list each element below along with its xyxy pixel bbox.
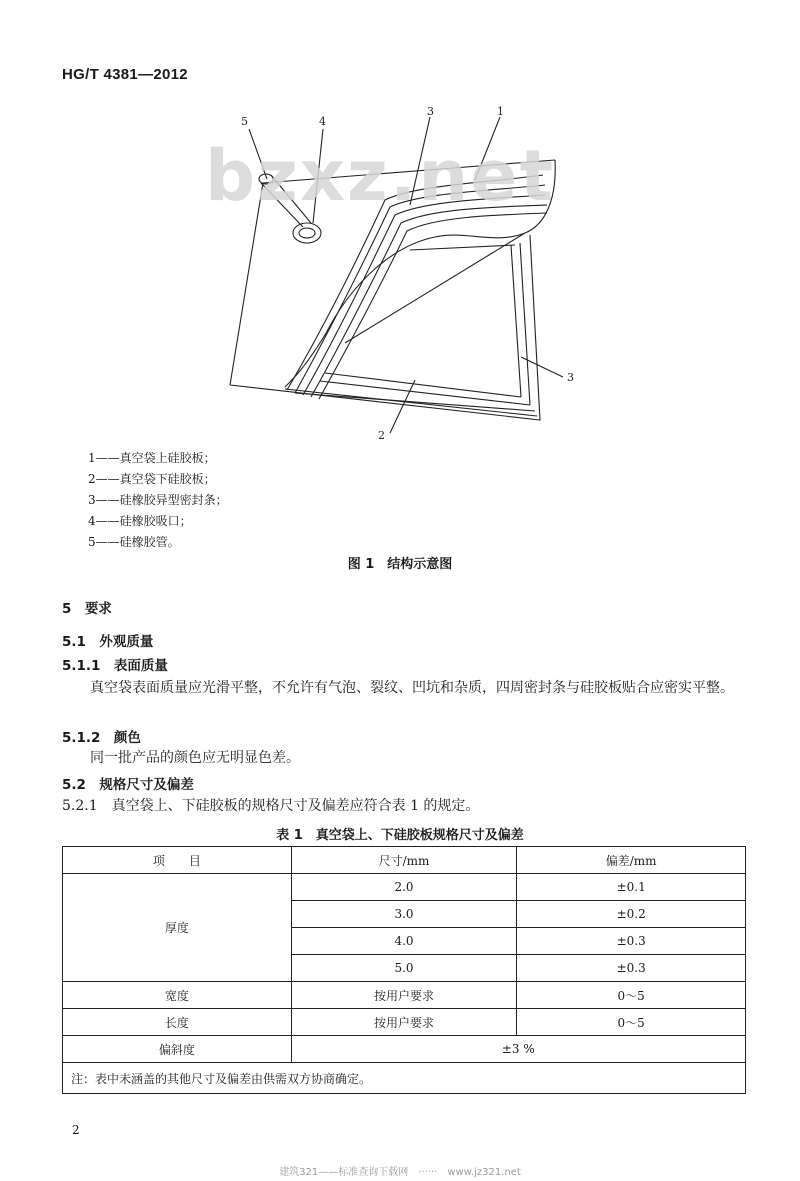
section-5-1-2-title: 5.1.2 颜色 xyxy=(62,730,141,746)
tolerance-cell: ±0.3 xyxy=(517,928,746,955)
table-header-row xyxy=(63,847,746,874)
callout-3-top: 3 xyxy=(427,105,434,118)
page-number: 2 xyxy=(72,1123,80,1137)
section-5-2-1-text: 5.2.1 真空袋上、下硅胶板的规格尺寸及偏差应符合表 1 的规定。 xyxy=(62,798,480,814)
watermark: bzxz.net xyxy=(205,135,556,217)
standard-code: HG/T 4381—2012 xyxy=(62,66,188,83)
table-row xyxy=(63,1009,746,1036)
callout-5: 5 xyxy=(241,115,248,128)
section-5-title: 5 要求 xyxy=(62,601,112,617)
seal-frame-right xyxy=(520,243,530,405)
section-5-1-title: 5.1 外观质量 xyxy=(62,634,154,650)
section-5-2-title: 5.2 规格尺寸及偏差 xyxy=(62,777,194,793)
size-cell: 4.0 xyxy=(291,928,517,955)
tolerance-cell: ±0.2 xyxy=(517,901,746,928)
section-5-1-1-text: 真空袋表面质量应光滑平整，不允许有气泡、裂纹、凹坑和杂质，四周密封条与硅胶板贴合应密实平整。 xyxy=(90,680,734,696)
header-size: 尺寸/mm xyxy=(291,847,517,874)
table-row xyxy=(63,1036,746,1063)
lower-sheet-outline xyxy=(230,235,540,420)
sheet-diagonal xyxy=(345,233,525,343)
skew-value: ±3 % xyxy=(291,1036,745,1063)
tolerance-cell: ±0.3 xyxy=(517,955,746,982)
legend-item: 3——硅橡胶异型密封条； xyxy=(88,493,228,507)
skew-label: 偏斜度 xyxy=(63,1036,292,1063)
legend-item: 2——真空袋下硅胶板； xyxy=(88,472,216,486)
size-cell: 2.0 xyxy=(291,874,517,901)
header-tolerance: 偏差/mm xyxy=(517,847,746,874)
width-label: 宽度 xyxy=(63,982,292,1009)
table-caption: 表 1 真空袋上、下硅胶板规格尺寸及偏差 xyxy=(276,828,524,843)
size-cell: 3.0 xyxy=(291,901,517,928)
legend-item: 1——真空袋上硅胶板； xyxy=(88,451,216,465)
table-row xyxy=(63,982,746,1009)
table-note: 注：表中未涵盖的其他尺寸及偏差由供需双方协商确定。 xyxy=(63,1063,746,1094)
figure-caption: 图 1 结构示意图 xyxy=(347,557,453,572)
header-item: 项 目 xyxy=(63,847,292,874)
suction-cup xyxy=(293,223,321,243)
table-row xyxy=(63,874,746,901)
thickness-label: 厚度 xyxy=(63,874,292,982)
section-5-1-1-title: 5.1.1 表面质量 xyxy=(62,658,168,674)
size-cell: 按用户要求 xyxy=(291,982,517,1009)
callout-2: 2 xyxy=(378,429,385,442)
legend-item: 5——硅橡胶管。 xyxy=(88,535,180,549)
size-cell: 按用户要求 xyxy=(291,1009,517,1036)
callout-1: 1 xyxy=(497,105,504,118)
seal-frame-bottom xyxy=(320,381,530,405)
figure-legend xyxy=(88,448,228,553)
tolerance-cell: ±0.1 xyxy=(517,874,746,901)
length-label: 长度 xyxy=(63,1009,292,1036)
section-5-1-2-text: 同一批产品的颜色应无明显色差。 xyxy=(90,750,300,766)
size-cell: 5.0 xyxy=(291,955,517,982)
legend-item: 4——硅橡胶吸口； xyxy=(88,514,192,528)
callout-4: 4 xyxy=(319,115,326,128)
table-note-row xyxy=(63,1063,746,1094)
tolerance-cell: 0～5 xyxy=(517,1009,746,1036)
tolerance-cell: 0～5 xyxy=(517,982,746,1009)
callout-3-right: 3 xyxy=(567,371,574,384)
site-footer: 建筑321——标准查询下载网 ······ www.jz321.net xyxy=(279,1167,521,1178)
spec-table xyxy=(62,846,746,1094)
leader-2 xyxy=(390,380,415,433)
